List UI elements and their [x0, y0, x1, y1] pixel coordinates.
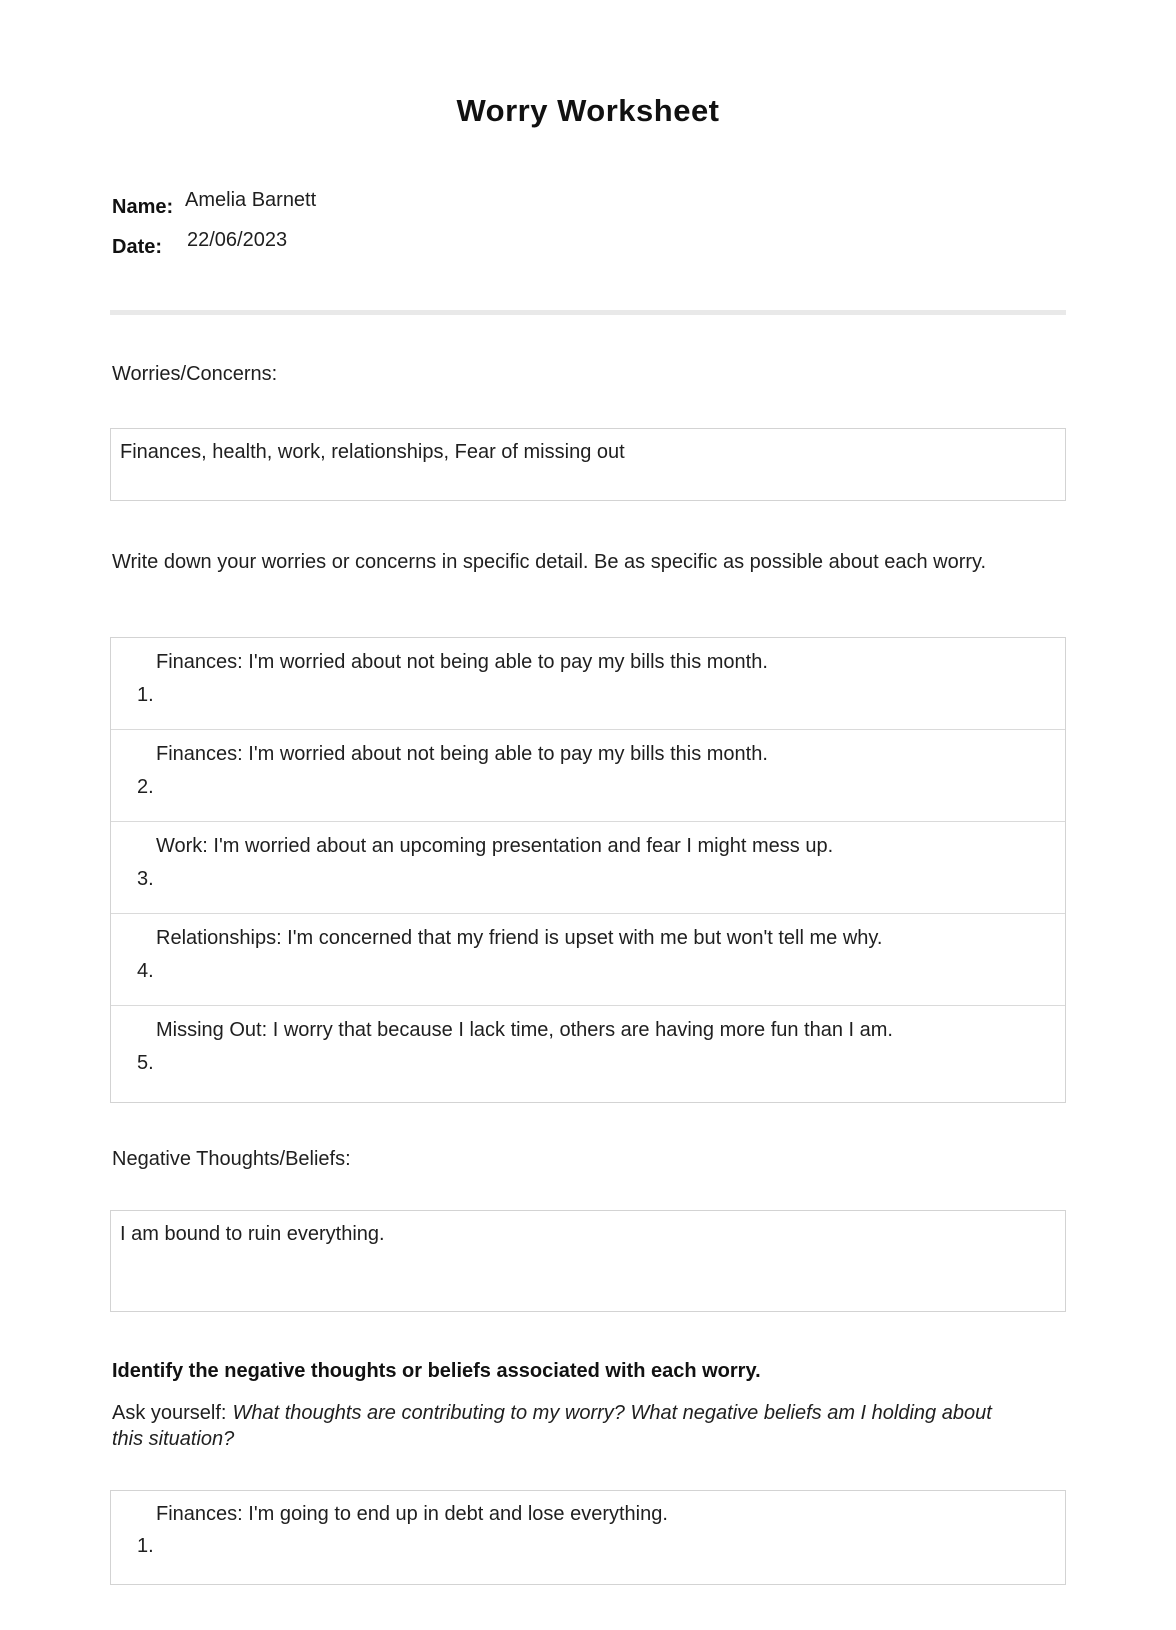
identify-instruction: Identify the negative thoughts or beliefs associated with each worry. [112, 1360, 761, 1382]
worries-concerns-label: Worries/Concerns: [112, 363, 278, 385]
worry-text-2: Finances: I'm worried about not being able to pay my bills this month. [156, 743, 768, 765]
name-label: Name: [112, 196, 174, 218]
ask-yourself-prefix: Ask yourself: [112, 1402, 227, 1424]
worries-list [110, 637, 1066, 1103]
worry-number-5: 5. [137, 1052, 154, 1074]
name-field[interactable]: Amelia Barnett [185, 189, 317, 211]
worry-text-5: Missing Out: I worry that because I lack time, others are having more fun than I am. [156, 1019, 893, 1041]
worries-instruction: Write down your worries or concerns in specific detail. Be as specific as possible about each worry. [112, 551, 987, 573]
section-divider [110, 310, 1066, 315]
worries-summary-value: Finances, health, work, relationships, Fear of missing out [120, 441, 625, 463]
worry-row-5[interactable] [111, 1006, 1065, 1102]
negative-belief-text-1: Finances: I'm going to end up in debt and lose everything. [156, 1503, 668, 1525]
worry-row-3[interactable] [111, 822, 1065, 914]
worry-number-1: 1. [137, 684, 154, 706]
negative-belief-number-1: 1. [137, 1535, 154, 1557]
page-title: Worry Worksheet [456, 93, 720, 128]
date-label: Date: [112, 236, 163, 258]
worry-number-2: 2. [137, 776, 154, 798]
worry-number-4: 4. [137, 960, 154, 982]
date-field[interactable]: 22/06/2023 [187, 229, 288, 251]
worry-text-4: Relationships: I'm concerned that my friend is upset with me but won't tell me why. [156, 927, 883, 949]
worry-row-2[interactable] [111, 730, 1065, 822]
ask-yourself-question: What thoughts are contributing to my worry? What negative beliefs am I holding about this situation? [112, 1402, 992, 1450]
negative-thoughts-label: Negative Thoughts/Beliefs: [112, 1148, 351, 1170]
worry-row-1[interactable] [111, 638, 1065, 730]
worries-summary-field[interactable] [110, 428, 1066, 501]
worry-text-1: Finances: I'm worried about not being able to pay my bills this month. [156, 651, 768, 673]
ask-yourself-paragraph [112, 1400, 1024, 1452]
worry-number-3: 3. [137, 868, 154, 890]
negative-belief-row-1[interactable] [110, 1490, 1066, 1585]
worry-text-3: Work: I'm worried about an upcoming presentation and fear I might mess up. [156, 835, 834, 857]
negative-thoughts-value: I am bound to ruin everything. [120, 1223, 385, 1245]
worry-row-4[interactable] [111, 914, 1065, 1006]
negative-thoughts-field[interactable] [110, 1210, 1066, 1312]
